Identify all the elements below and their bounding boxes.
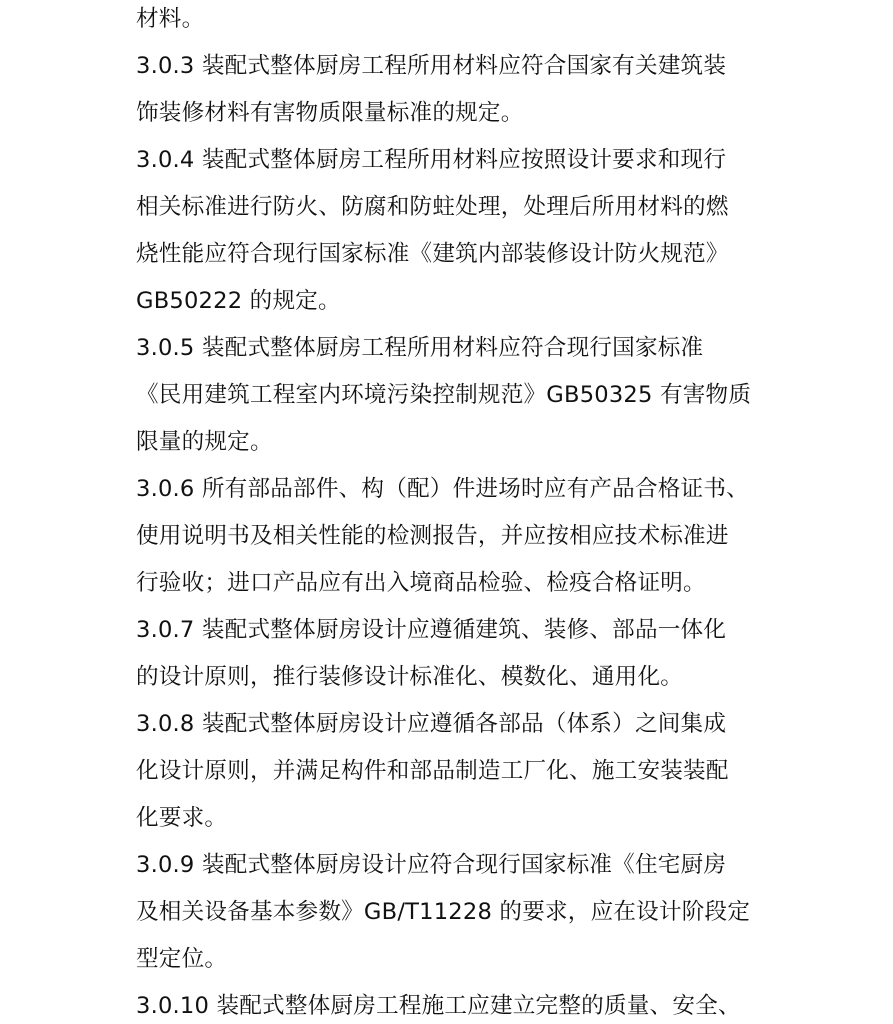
text-line: 材料。 xyxy=(136,6,205,32)
text-line: GB50222 的规定。 xyxy=(136,288,341,314)
clause-3-0-10: 3.0.10 装配式整体厨房工程施工应建立完整的质量、安全、 xyxy=(136,993,741,1019)
text-line: 相关标准进行防火、防腐和防蛀处理，处理后所用材料的燃 xyxy=(136,194,729,220)
text-line: 饰装修材料有害物质限量标准的规定。 xyxy=(136,100,524,126)
clause-3-0-7: 3.0.7 装配式整体厨房设计应遵循建筑、装修、部品一体化 xyxy=(136,617,727,643)
text-line: 行验收；进口产品应有出入境商品检验、检疫合格证明。 xyxy=(136,570,706,596)
clause-3-0-8: 3.0.8 装配式整体厨房设计应遵循各部品（体系）之间集成 xyxy=(136,711,727,737)
text-line: 限量的规定。 xyxy=(136,429,273,455)
text-line: 化要求。 xyxy=(136,805,228,831)
clause-3-0-5: 3.0.5 装配式整体厨房工程所用材料应符合现行国家标准 xyxy=(136,335,704,361)
clause-3-0-6: 3.0.6 所有部品部件、构（配）件进场时应有产品合格证书、 xyxy=(136,476,749,502)
text-line: 《民用建筑工程室内环境污染控制规范》GB50325 有害物质 xyxy=(136,382,752,408)
text-line: 烧性能应符合现行国家标准《建筑内部装修设计防火规范》 xyxy=(136,241,729,267)
text-line: 的设计原则，推行装修设计标准化、模数化、通用化。 xyxy=(136,664,684,690)
clause-3-0-9: 3.0.9 装配式整体厨房设计应符合现行国家标准《住宅厨房 xyxy=(136,852,727,878)
clause-3-0-4: 3.0.4 装配式整体厨房工程所用材料应按照设计要求和现行 xyxy=(136,147,727,173)
text-line: 化设计原则，并满足构件和部品制造工厂化、施工安装装配 xyxy=(136,758,729,784)
text-line: 使用说明书及相关性能的检测报告，并应按相应技术标准进 xyxy=(136,523,729,549)
text-line: 及相关设备基本参数》GB/T11228 的要求，应在设计阶段定 xyxy=(136,899,751,925)
clause-3-0-3: 3.0.3 装配式整体厨房工程所用材料应符合国家有关建筑装 xyxy=(136,53,727,79)
text-line: 型定位。 xyxy=(136,946,228,972)
